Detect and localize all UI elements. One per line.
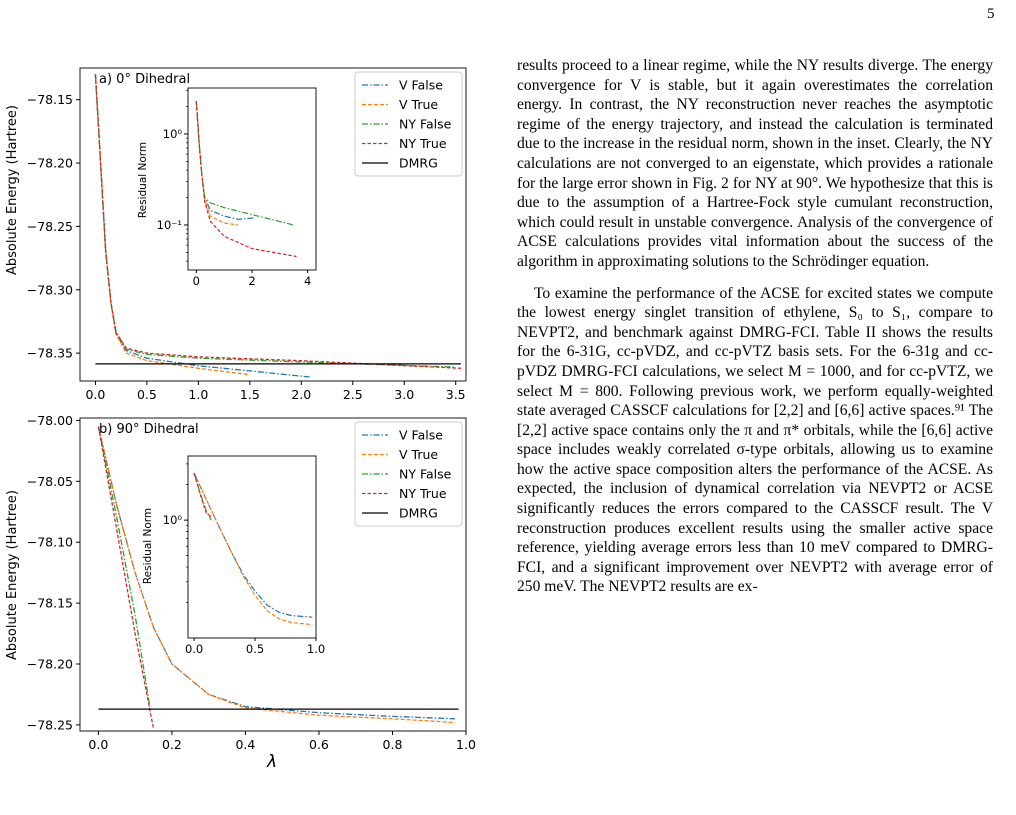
panel-a-inset (137, 88, 316, 288)
x-tick-label: 0.8 (382, 737, 403, 752)
y-tick-label: −78.20 (26, 656, 73, 672)
page-number: 5 (987, 6, 995, 22)
inset-x-tick-label: 1.0 (306, 642, 326, 656)
legend-label: NY True (399, 486, 447, 501)
panel-a (5, 68, 466, 402)
legend-label: V True (399, 97, 439, 112)
x-tick-label: 0.4 (235, 737, 256, 752)
x-tick-label: 0.5 (136, 387, 157, 402)
y-tick-label: −78.15 (26, 92, 73, 108)
y-tick-label: −78.10 (26, 534, 73, 550)
panel-a-legend (355, 72, 462, 176)
inset-x-tick-label: 0.0 (184, 642, 204, 656)
panel-b-xlabel: λ (266, 752, 278, 772)
y-tick-label: −78.25 (26, 717, 73, 733)
inset-a-frame (188, 88, 316, 270)
inset-y-tick-label: 10⁰ (162, 513, 182, 528)
y-tick-label: −78.15 (26, 595, 73, 611)
panel-b (5, 413, 476, 772)
legend-label: NY False (399, 116, 452, 132)
x-tick-label: 0.0 (88, 737, 109, 752)
y-tick-label: −78.25 (26, 218, 73, 234)
energy-convergence-figure (0, 0, 476, 815)
x-tick-label: 3.0 (394, 387, 415, 402)
x-tick-label: 2.0 (291, 387, 312, 402)
legend-label: NY True (399, 136, 447, 151)
x-tick-label: 1.0 (456, 737, 476, 752)
panel-a-ylabel: Absolute Energy (Hartree) (5, 105, 20, 275)
inset-x-tick-label: 4 (303, 274, 312, 288)
body-text-column (517, 56, 993, 609)
x-tick-label: 1.5 (239, 387, 260, 402)
inset-y-tick-label: 10⁰ (162, 126, 182, 141)
y-tick-label: −78.00 (26, 412, 73, 428)
y-tick-label: −78.20 (26, 155, 73, 171)
x-tick-label: 0.6 (309, 737, 329, 752)
legend-label: V False (399, 427, 443, 443)
inset-x-tick-label: 0 (192, 274, 201, 288)
legend-label: NY False (399, 466, 452, 482)
panel-b-label: b) 90° Dihedral (99, 422, 199, 437)
panel-b-legend (355, 422, 462, 526)
panel-b-inset (142, 456, 325, 656)
x-tick-label: 1.0 (188, 387, 209, 402)
x-tick-label: 0.0 (85, 387, 106, 402)
paragraph-1: results proceed to a linear regime, while the NY results diverge. The energy convergence for V is stable, but it again overestimates the correlation energy. In contrast, the NY reconstruction never reaches the asymptotic regime of the energy trajectory, and instead the calculation is terminated due to the increase in the residual norm, shown in the inset. Clearly, the NY calculations are not converged to an eigenstate, which provides a rationale for the large error shown in Fig. 2 for NY at 90°. We hypothesize that this is due to the assumption of a Hartree-Fock style cumulant reconstruction, which could result in unstable convergence. Analysis of the convergence of ACSE calculations provides vital information about the success of the algorithm in approximating solutions to the Schrödinger equation. (517, 57, 993, 270)
inset-x-tick-label: 2 (248, 274, 256, 288)
legend-label: V False (399, 77, 443, 93)
inset-a-ylabel: Residual Norm (137, 141, 149, 219)
inset-x-tick-label: 0.5 (245, 642, 265, 656)
legend-label: DMRG (399, 155, 438, 171)
y-tick-label: −78.30 (26, 282, 73, 298)
legend-label: V True (399, 447, 439, 462)
y-tick-label: −78.35 (26, 345, 73, 361)
inset-b-frame (188, 456, 316, 638)
x-tick-label: 2.5 (342, 387, 363, 402)
x-tick-label: 0.2 (161, 737, 182, 752)
y-tick-label: −78.05 (26, 473, 73, 489)
legend-label: DMRG (399, 505, 438, 521)
inset-b-ylabel: Residual Norm (142, 507, 154, 585)
x-tick-label: 3.5 (445, 387, 466, 402)
paragraph-2: To examine the performance of the ACSE for excited states we compute the lowest energy singlet transition of ethylene, S₀ to S₁, compare to NEVPT2, and benchmark against DMRG-FCI. Table II shows the results for the 6-31G, cc-pVDZ, and cc-pVTZ basis sets. For the 6-31g and cc-pVDZ DMRG-FCI calculations, we select M = 1000, and for cc-pVTZ, we select M = 800. Following previous work, we perform equally-weighted state averaged CASSCF calculations for [2,2] and [6,6] active spaces.⁹¹ The [2,2] active space contains only the π and π* orbitals, while the [6,6] active space includes weakly correlated σ-type orbitals, allowing us to examine how the active space composition alters the performance of the ACSE. As expected, the inclusion of dynamical correlation via NEVPT2 or ACSE significantly reduces the errors compared to the CASSCF result. The V reconstruction produces excellent results using the smaller active space reference, yielding average errors less than 10 meV compared to DMRG-FCI, and a significant improvement over NEVPT2 with average error of 250 meV. The NEVPT2 results are ex- (517, 284, 993, 596)
panel-a-label: a) 0° Dihedral (99, 72, 191, 87)
panel-b-ylabel: Absolute Energy (Hartree) (5, 490, 20, 660)
inset-y-tick-label: 10⁻¹ (156, 217, 182, 232)
